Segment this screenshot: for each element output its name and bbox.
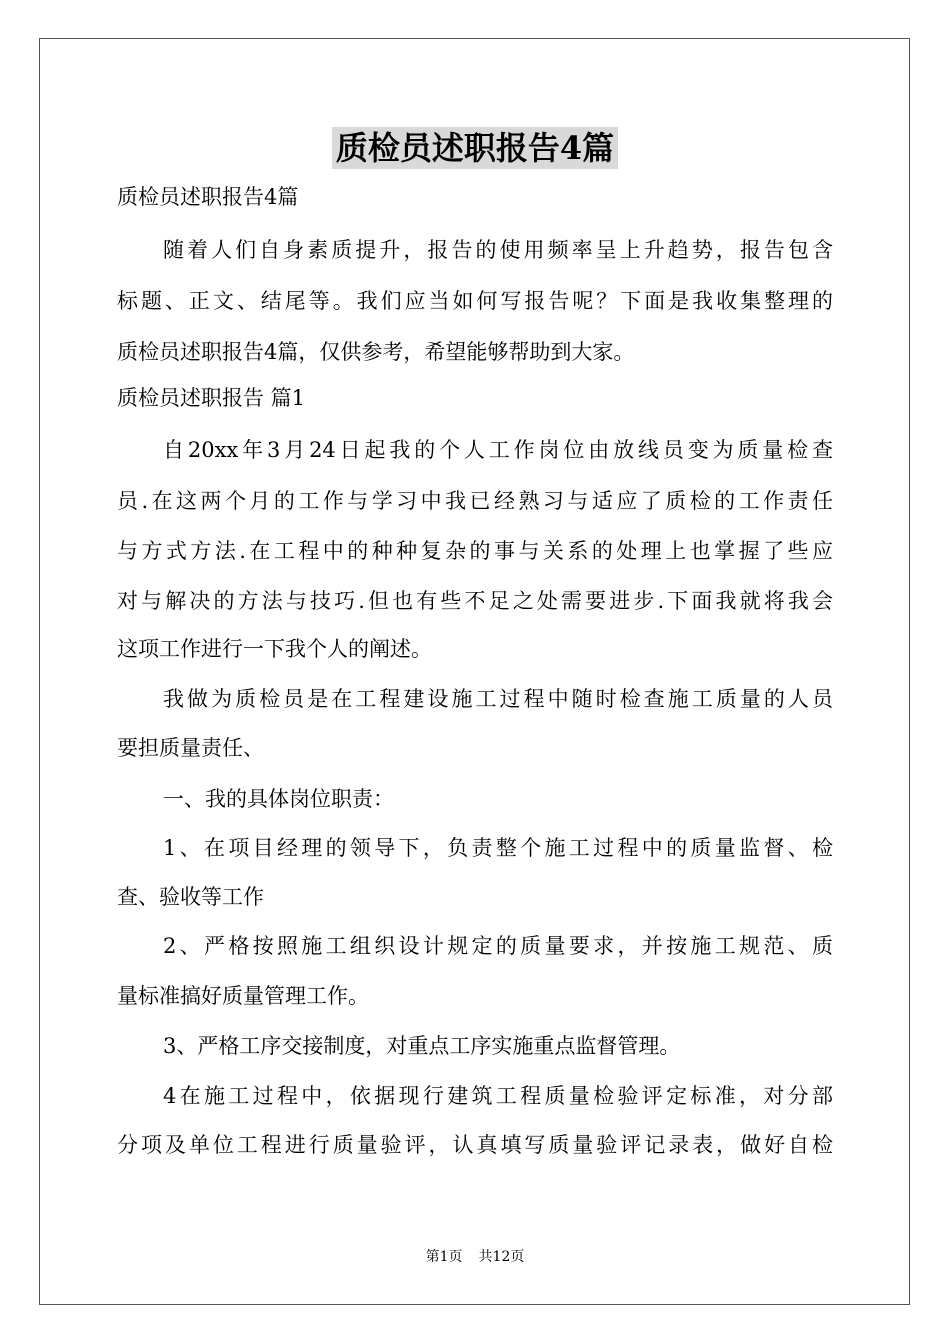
list-item-line: 1、在项目经理的领导下，负责整个施工过程中的质量监督、检 xyxy=(163,836,833,860)
paragraph-line: 随着人们自身素质提升，报告的使用频率呈上升趋势，报告包含 xyxy=(163,238,833,262)
list-item-line: 3、严格工序交接制度，对重点工序实施重点监督管理。 xyxy=(163,1034,681,1058)
list-item-line: 2、严格按照施工组织设计规定的质量要求，并按施工规范、质 xyxy=(163,934,833,958)
subtitle-line: 质检员述职报告4篇 xyxy=(117,185,299,209)
page-number-total: 共12页 xyxy=(478,1249,525,1265)
paragraph-line: 质检员述职报告4篇，仅供参考，希望能够帮助到大家。 xyxy=(117,340,635,364)
document-title xyxy=(0,127,950,169)
paragraph-line: 要担质量责任、 xyxy=(117,736,264,760)
section-heading: 质检员述职报告 篇1 xyxy=(117,386,306,410)
page-footer xyxy=(0,1248,950,1266)
paragraph-line: 自20xx年3月24日起我的个人工作岗位由放线员变为质量检查 xyxy=(163,438,833,462)
paragraph-line: 与方式方法.在工程中的种种复杂的事与关系的处理上也掌握了些应 xyxy=(117,539,833,563)
paragraph-line: 这项工作进行一下我个人的阐述。 xyxy=(117,637,432,661)
paragraph-line: 对与解决的方法与技巧.但也有些不足之处需要进步.下面我就将我会 xyxy=(117,589,833,613)
list-item-line: 4在施工过程中，依据现行建筑工程质量检验评定标准，对分部 xyxy=(163,1084,833,1108)
paragraph-line: 员.在这两个月的工作与学习中我已经熟习与适应了质检的工作责任 xyxy=(117,489,833,513)
list-item-line: 查、验收等工作 xyxy=(117,885,264,909)
list-item-line: 量标准搞好质量管理工作。 xyxy=(117,984,369,1008)
list-item-line: 分项及单位工程进行质量验评，认真填写质量验评记录表，做好自检 xyxy=(117,1133,833,1157)
paragraph-line: 标题、正文、结尾等。我们应当如何写报告呢？下面是我收集整理的 xyxy=(117,289,833,313)
page-number-current: 第1页 xyxy=(425,1249,463,1265)
paragraph-line: 我做为质检员是在工程建设施工过程中随时检查施工质量的人员 xyxy=(163,687,833,711)
document-title-text: 质检员述职报告4篇 xyxy=(332,127,618,169)
list-heading: 一、我的具体岗位职责： xyxy=(163,787,394,811)
page-border xyxy=(39,38,910,1305)
